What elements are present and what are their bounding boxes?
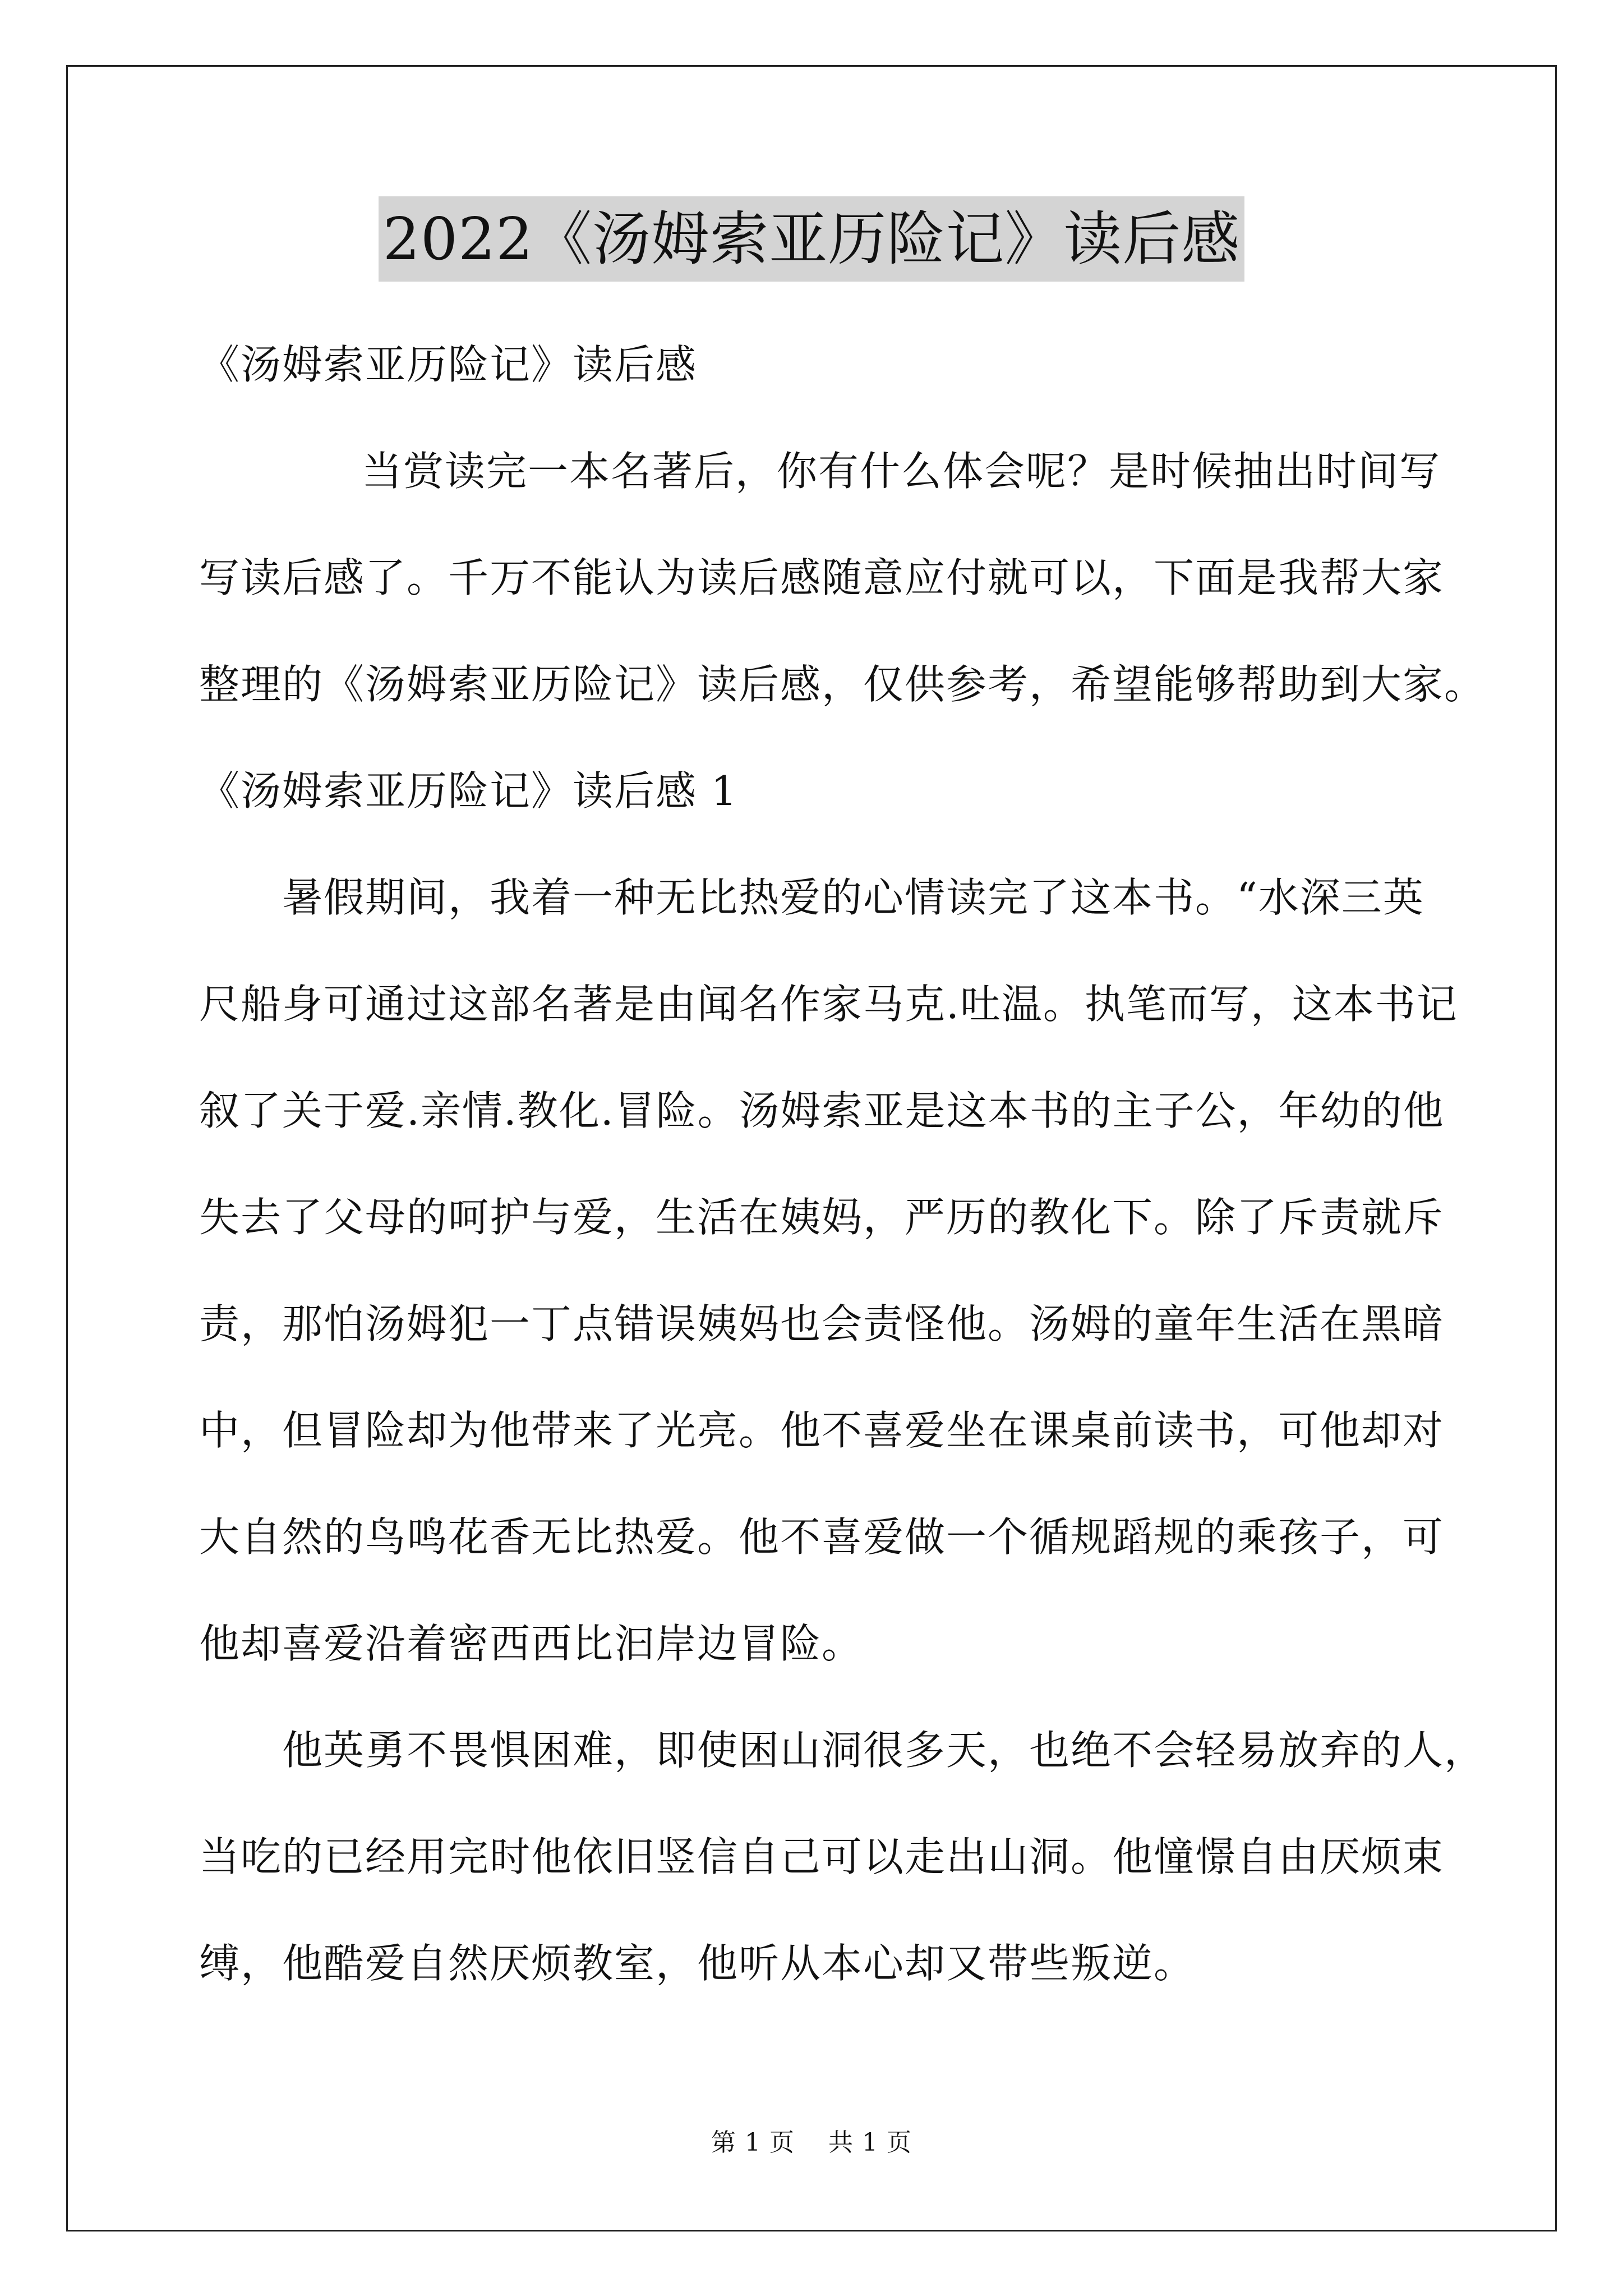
section-heading: 《汤姆索亚历险记》读后感 1 bbox=[199, 767, 738, 815]
page-footer bbox=[0, 2126, 1623, 2160]
paragraph-line: 暑假期间，我着一种无比热爱的心情读完了这本书。“水深三英 bbox=[282, 874, 1424, 921]
paragraph-line: 失去了父母的呵护与爱，生活在姨妈，严历的教化下。除了斥责就斥 bbox=[199, 1194, 1445, 1241]
paragraph-line: 当赏读完一本名著后，你有什么体会呢？是时候抽出时间写 bbox=[362, 448, 1441, 495]
paragraph-line: 他英勇不畏惧困难，即使困山洞很多天，也绝不会轻易放弃的人， bbox=[282, 1727, 1486, 1774]
paragraph-line: 中，但冒险却为他带来了光亮。他不喜爱坐在课桌前读书，可他却对 bbox=[199, 1407, 1445, 1454]
document-body bbox=[199, 311, 1486, 2017]
paragraph-line: 叙了关于爱.亲情.教化.冒险。汤姆索亚是这本书的主子公，年幼的他 bbox=[199, 1087, 1445, 1134]
paragraph-line: 当吃的已经用完时他依旧竖信自己可以走出山洞。他憧憬自由厌烦束 bbox=[199, 1833, 1445, 1880]
page-number: 第 1 页 bbox=[711, 2128, 795, 2157]
paragraph-line: 缚，他酷爱自然厌烦教室，他听从本心却又带些叛逆。 bbox=[199, 1940, 1196, 1987]
paragraph-line: 大自然的鸟鸣花香无比热爱。他不喜爱做一个循规蹈规的乘孩子，可 bbox=[199, 1513, 1445, 1561]
paragraph-line: 尺船身可通过这部名著是由闻名作家马克.吐温。执笔而写，这本书记 bbox=[199, 981, 1458, 1028]
paragraph-line: 他却喜爱沿着密西西比汩岸边冒险。 bbox=[199, 1620, 864, 1667]
document-title: 2022《汤姆索亚历险记》读后感 bbox=[379, 196, 1245, 282]
title-container bbox=[0, 196, 1623, 282]
paragraph-line: 责，那怕汤姆犯一丁点错误姨妈也会责怪他。汤姆的童年生活在黑暗 bbox=[199, 1300, 1445, 1347]
section-heading: 《汤姆索亚历险记》读后感 bbox=[199, 341, 698, 388]
page-total: 共 1 页 bbox=[828, 2128, 912, 2157]
paragraph-line: 整理的《汤姆索亚历险记》读后感，仅供参考，希望能够帮助到大家。 bbox=[199, 661, 1486, 708]
paragraph-line: 写读后感了。千万不能认为读后感随意应付就可以，下面是我帮大家 bbox=[199, 554, 1445, 601]
